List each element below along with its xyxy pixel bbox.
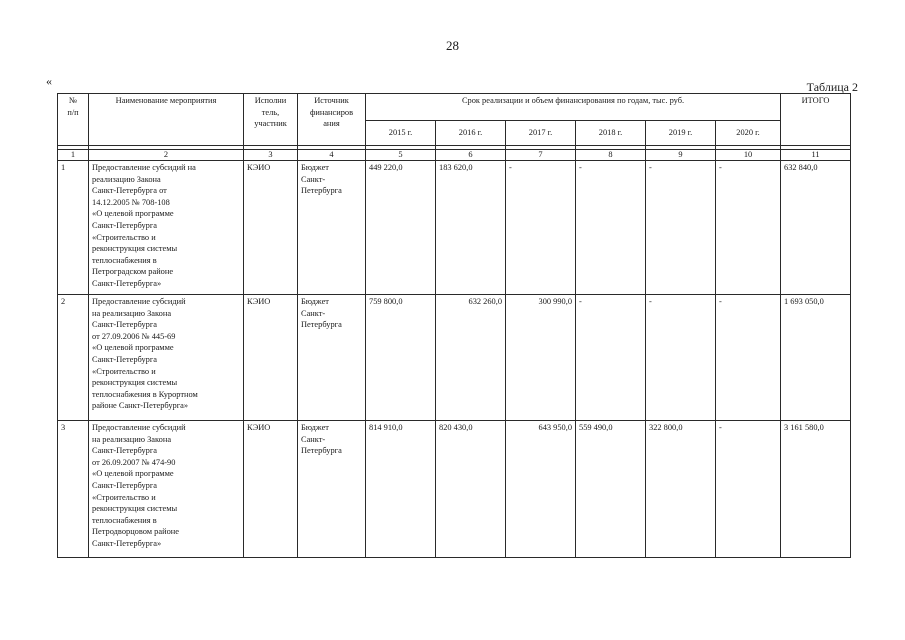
row-executor: КЭИО <box>244 295 298 421</box>
row-year-value: - <box>576 295 646 421</box>
header-num: № п/п <box>58 94 89 146</box>
row-year-value: 559 490,0 <box>576 421 646 558</box>
header-year: 2017 г. <box>506 121 576 146</box>
row-total: 3 161 580,0 <box>781 421 851 558</box>
row-year-value: - <box>716 421 781 558</box>
row-activity-name: Предоставление субсидий на реализацию Закона Санкт-Петербурга от 26.09.2007 № 474-90 «О целевой программе Санкт-Петербурга «Строительство и реконструкция системы теплоснабжения в Петродворцовом районе Санкт-Петербурга» <box>89 421 244 558</box>
header-total: ИТОГО <box>781 94 851 146</box>
row-year-value: 632 260,0 <box>436 295 506 421</box>
row-year-value: - <box>506 161 576 295</box>
row-year-value: 820 430,0 <box>436 421 506 558</box>
financing-table <box>57 93 851 558</box>
page-number: 28 <box>446 38 459 53</box>
header-period: Срок реализации и объем финансирования по годам, тыс. руб. <box>366 94 781 121</box>
row-year-value: - <box>576 161 646 295</box>
row-year-value: 759 800,0 <box>366 295 436 421</box>
column-number: 6 <box>436 150 506 161</box>
column-number: 4 <box>298 150 366 161</box>
header-row <box>58 94 851 121</box>
row-year-value: 322 800,0 <box>646 421 716 558</box>
row-funding-source: Бюджет Санкт- Петербурга <box>298 421 366 558</box>
column-number: 11 <box>781 150 851 161</box>
row-number: 2 <box>58 295 89 421</box>
row-total: 632 840,0 <box>781 161 851 295</box>
column-number: 8 <box>576 150 646 161</box>
row-year-value: - <box>646 161 716 295</box>
row-funding-source: Бюджет Санкт- Петербурга <box>298 161 366 295</box>
column-number: 9 <box>646 150 716 161</box>
opening-quote-mark: « <box>46 74 52 88</box>
row-funding-source: Бюджет Санкт- Петербурга <box>298 295 366 421</box>
row-number: 3 <box>58 421 89 558</box>
table-row <box>58 421 851 558</box>
column-number: 3 <box>244 150 298 161</box>
column-number: 5 <box>366 150 436 161</box>
column-number-row <box>58 150 851 161</box>
row-executor: КЭИО <box>244 161 298 295</box>
row-number: 1 <box>58 161 89 295</box>
row-year-value: 643 950,0 <box>506 421 576 558</box>
table-row <box>58 161 851 295</box>
header-year: 2015 г. <box>366 121 436 146</box>
column-number: 2 <box>89 150 244 161</box>
row-activity-name: Предоставление субсидий на реализацию Закона Санкт-Петербурга от 27.09.2006 № 445-69 «О целевой программе Санкт-Петербурга «Строительство и реконструкция системы теплоснабжения в Курортном районе Санкт-Петербурга» <box>89 295 244 421</box>
row-total: 1 693 050,0 <box>781 295 851 421</box>
row-year-value: 449 220,0 <box>366 161 436 295</box>
header-year: 2018 г. <box>576 121 646 146</box>
row-activity-name: Предоставление субсидий на реализацию Закона Санкт-Петербурга от 14.12.2005 № 708-108 «О целевой программе Санкт-Петербурга «Строительство и реконструкция системы теплоснабжения в Петроградском районе Санкт-Петербурга» <box>89 161 244 295</box>
header-year: 2019 г. <box>646 121 716 146</box>
column-number: 1 <box>58 150 89 161</box>
row-year-value: - <box>716 161 781 295</box>
header-year: 2016 г. <box>436 121 506 146</box>
table-caption: Таблица 2 <box>806 80 858 94</box>
column-number: 7 <box>506 150 576 161</box>
row-executor: КЭИО <box>244 421 298 558</box>
table-row <box>58 295 851 421</box>
column-number: 10 <box>716 150 781 161</box>
row-year-value: 183 620,0 <box>436 161 506 295</box>
row-year-value: 300 990,0 <box>506 295 576 421</box>
row-year-value: 814 910,0 <box>366 421 436 558</box>
row-year-value: - <box>646 295 716 421</box>
header-source: Источник финансиров ания <box>298 94 366 146</box>
header-executor: Исполни тель, участник <box>244 94 298 146</box>
header-year: 2020 г. <box>716 121 781 146</box>
header-name: Наименование мероприятия <box>89 94 244 146</box>
row-year-value: - <box>716 295 781 421</box>
